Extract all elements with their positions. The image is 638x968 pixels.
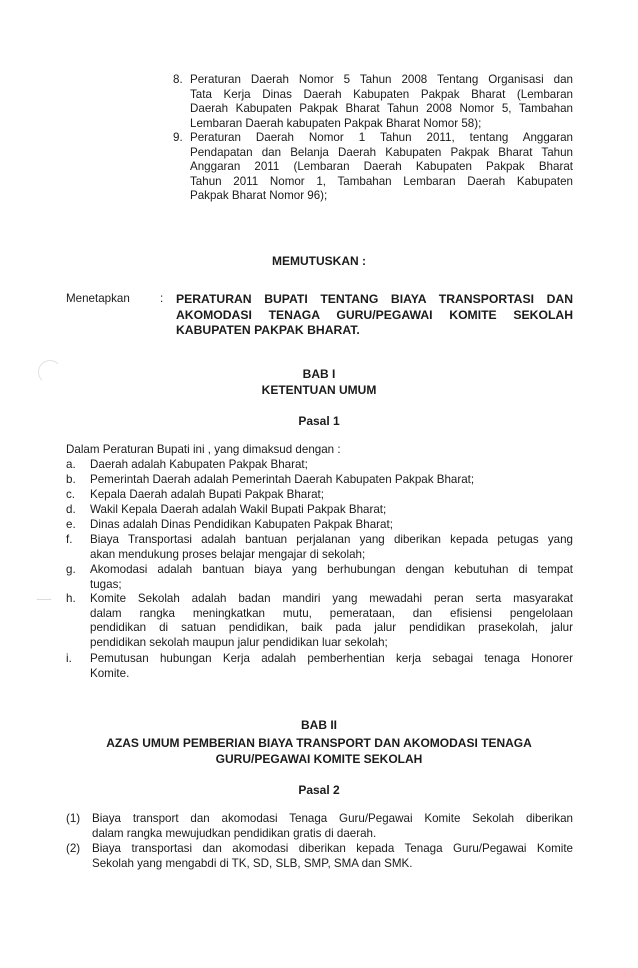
definition-item-i: Pemutusan hubungan Kerja adalah pemberhentian kerja sebagai tenaga Honorer Komite. [90,652,573,680]
definition-marker: c. [66,488,76,501]
definition-marker: d. [66,503,76,516]
definition-item-f: Biaya Transportasi adalah bantuan perjalanan yang diberikan kepada petugas yang akan mendukung proses belajar mengajar di sekolah; [90,533,573,561]
menetapkan-label: Menetapkan [66,292,130,305]
preamble-item-8: Peraturan Daerah Nomor 5 Tahun 2008 Tentang Organisasi dan Tata Kerja Dinas Daerah Kabupaten Pakpak Bharat (Lembaran Daerah Kabupaten Pakpak Bharat Tahun 2008 Nomor 5, Tambahan Lembaran Daerah kabupaten Pakpak Bharat Nomor 58); [190,73,573,130]
bab-2-title-line-2: GURU/PEGAWAI KOMITE SEKOLAH [215,752,423,766]
scan-artifact [36,594,52,600]
bab-2-number: BAB II [301,718,337,732]
pasal-2-heading: Pasal 2 [298,783,340,797]
definition-marker: f. [66,533,73,546]
definition-item-e: Dinas adalah Dinas Pendidikan Kabupaten Pakpak Bharat; [90,518,393,531]
menetapkan-title: PERATURAN BUPATI TENTANG BIAYA TRANSPORTASI DAN AKOMODASI TENAGA GURU/PEGAWAI KOMITE SEKOLAH KABUPATEN PAKPAK BHARAT. [176,292,573,338]
preamble-item-9: Peraturan Daerah Nomor 1 Tahun 2011, tentang Anggaran Pendapatan dan Belanja Daerah Kabupaten Pakpak Bharat Tahun Anggaran 2011 (Lembaran Daerah Kabupaten Pakpak Bharat Tahun 2011 Nomor 1, Tambahan Lembaran Daerah Kabupaten Pakpak Bharat Nomor 96); [190,131,573,203]
definition-marker: g. [66,563,76,576]
bab-1-title: KETENTUAN UMUM [261,383,377,397]
definition-item-h: Komite Sekolah adalah badan mandiri yang mewadahi peran serta masyarakat dalam rangka meningkatkan mutu, pemerataan, dan efisiensi pengelolaan pendidikan di satuan pendidikan, baik pada jalur pendidikan prasekolah, jalur pendidikan sekolah maupun jalur pendidikan luar sekolah; [90,592,573,649]
preamble-marker: 9. [173,131,183,144]
definition-item-b: Pemerintah Daerah adalah Pemerintah Daerah Kabupaten Pakpak Bharat; [90,473,475,486]
menetapkan-colon: : [160,292,164,305]
pasal-2-marker: (1) [66,812,81,825]
definition-item-a: Daerah adalah Kabupaten Pakpak Bharat; [90,458,308,471]
definition-marker: e. [66,518,76,531]
pasal-2-item-2: Biaya transportasi dan akomodasi diberikan kepada Tenaga Guru/Pegawai Komite Sekolah yang mengabdi di TK, SD, SLB, SMP, SMA dan SMK. [92,842,573,870]
definition-item-d: Wakil Kepala Daerah adalah Wakil Bupati Pakpak Bharat; [90,503,387,516]
bab-1-number: BAB I [302,367,336,381]
memutuskan-heading: MEMUTUSKAN : [272,254,366,268]
definition-marker: i. [66,652,72,665]
pasal-2-marker: (2) [66,842,81,855]
definition-item-g: Akomodasi adalah bantuan biaya yang berhubungan dengan kebutuhan di tempat tugas; [90,563,573,591]
definition-marker: a. [66,458,76,471]
pasal-1-heading: Pasal 1 [298,414,340,428]
definition-marker: b. [66,473,76,486]
bab-2-title-line-1: AZAS UMUM PEMBERIAN BIAYA TRANSPORT DAN AKOMODASI TENAGA [106,736,532,750]
definition-item-c: Kepala Daerah adalah Bupati Pakpak Bharat; [90,488,324,501]
definition-marker: h. [66,592,76,605]
pasal-1-intro: Dalam Peraturan Bupati ini , yang dimaksud dengan : [66,443,341,456]
preamble-marker: 8. [173,73,183,86]
pasal-2-item-1: Biaya transport dan akomodasi Tenaga Guru/Pegawai Komite Sekolah diberikan dalam rangka mewujudkan pendidikan gratis di daerah. [92,812,573,840]
